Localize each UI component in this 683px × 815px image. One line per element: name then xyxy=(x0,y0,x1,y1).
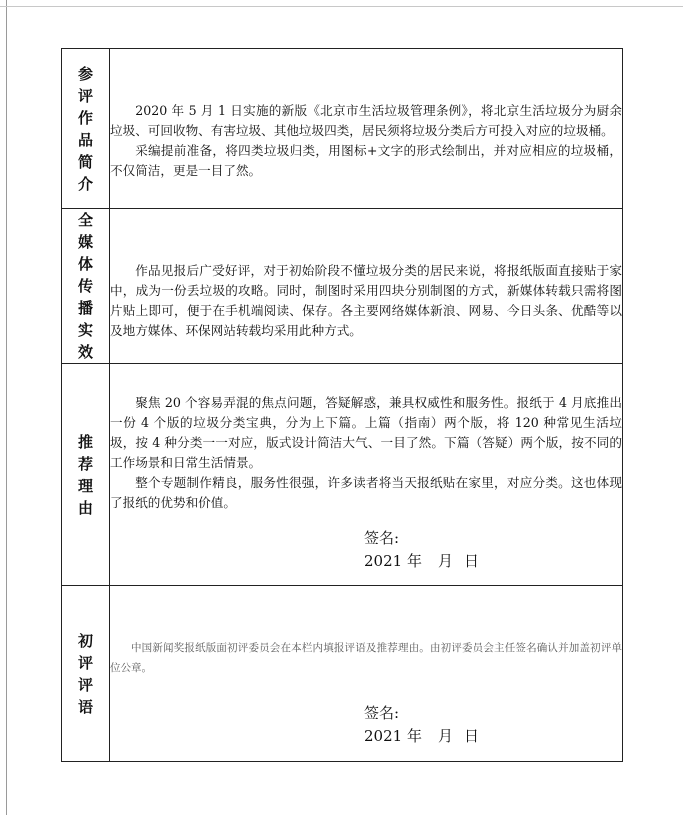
date-month: 月 xyxy=(437,726,453,745)
row-label-preliminary-comment: 初评评语 xyxy=(77,631,93,716)
summary-content-cell xyxy=(110,49,623,209)
media-impact-content-cell xyxy=(110,209,623,364)
page-edge-top xyxy=(0,6,683,7)
date-month: 月 xyxy=(437,552,453,570)
recommendation-paragraph-2: 整个专题制作精良，服务性很强，许多读者将当天报纸贴在家里，对应分类。这也体现了报纸的优势和价值。 xyxy=(110,475,622,510)
recommendation-paragraph-1: 聚焦 20 个容易弄混的焦点问题，答疑解惑，兼具权威性和服务性。报纸于 4 月底推出一份 4 个版的垃圾分类宝典，分为上下篇。上篇（指南）两个版，将 120 种常见生活垃圾，按 4 种分类一一对应，版式设计简洁大气、一目了然。下篇（答疑）两个版，按不同的工作场景和日常生活情景。 xyxy=(110,395,622,470)
form-row-summary xyxy=(62,49,623,209)
summary-paragraph-1: 2020 年 5 月 1 日实施的新版《北京市生活垃圾管理条例》，将北京生活垃圾分为厨余垃圾、可回收物、有害垃圾、其他垃圾四类，居民须将垃圾分类后方可投入对应的垃圾桶。 xyxy=(110,102,622,138)
row-label-cell xyxy=(62,364,110,586)
preliminary-comment-note: 中国新闻奖报纸版面初评委员会在本栏内填报评语及推荐理由。由初评委员会主任签名确认并加盖初评单位公章。 xyxy=(110,641,622,674)
page-edge-left xyxy=(6,0,7,815)
date-year: 2021 年 xyxy=(364,726,422,745)
date-day: 日 xyxy=(463,726,479,745)
recommendation-content-cell xyxy=(110,364,623,586)
row-label-cell xyxy=(62,209,110,364)
row-label-recommendation: 推荐理由 xyxy=(77,432,93,517)
row-label-summary: 参评作品简介 xyxy=(77,64,93,193)
preliminary-signature-label: 签名: xyxy=(364,703,400,722)
preliminary-comment-content-cell xyxy=(110,586,623,762)
recommendation-signature-label: 签名: xyxy=(364,529,400,547)
preliminary-signature-date xyxy=(364,725,622,748)
form-row-media-impact xyxy=(62,209,623,364)
recommendation-signature-date xyxy=(364,550,622,573)
row-label-cell xyxy=(62,586,110,762)
form-row-preliminary-comment xyxy=(62,586,623,762)
evaluation-form-table xyxy=(61,48,623,762)
media-impact-paragraph: 作品见报后广受好评，对于初始阶段不懂垃圾分类的居民来说，将报纸版面直接贴于家中，成为一份丢垃圾的攻略。同时，制图时采用四块分别制图的方式，新媒体转载只需将图片贴上即可，便于在手机端阅读、保存。各主要网络媒体新浪、网易、今日头条、优酷等以及地方媒体、环保网站转载均采用此种方式。 xyxy=(110,263,622,338)
summary-paragraph-2: 采编提前准备，将四类垃圾归类，用图标+文字的形式绘制出，并对应相应的垃圾桶，不仅简洁，更是一目了然。 xyxy=(110,142,622,178)
row-label-cell xyxy=(62,49,110,209)
row-label-media-impact: 全媒体传播实效 xyxy=(77,211,93,361)
date-year: 2021 年 xyxy=(364,552,422,570)
form-row-recommendation xyxy=(62,364,623,586)
date-day: 日 xyxy=(463,552,479,570)
